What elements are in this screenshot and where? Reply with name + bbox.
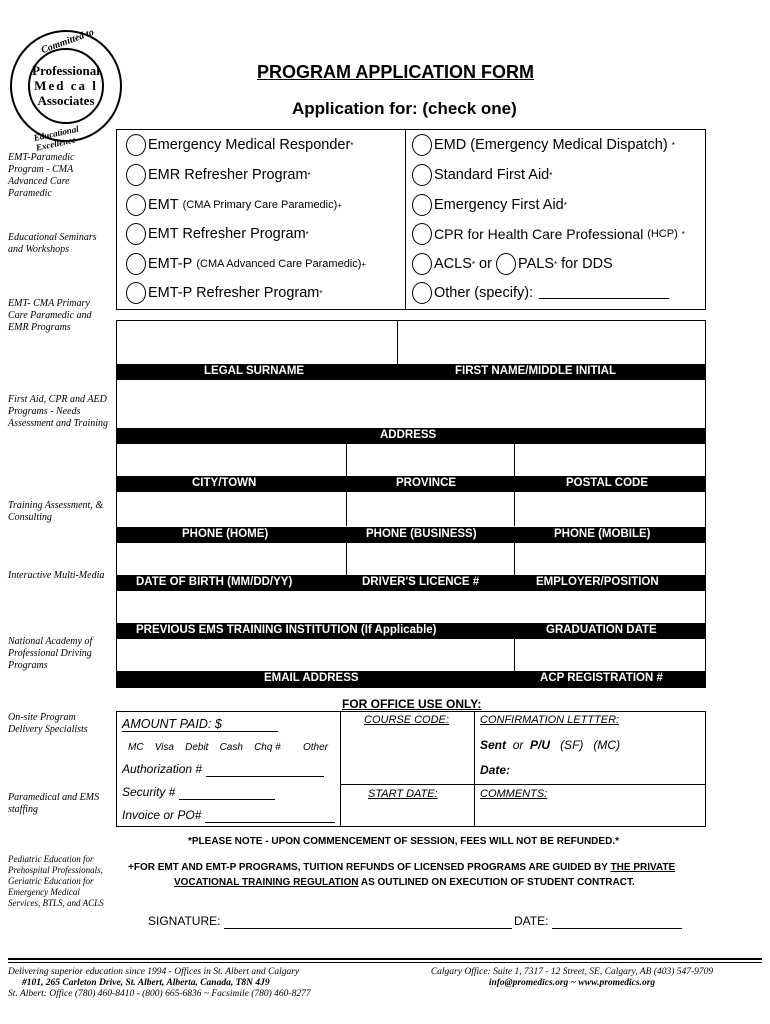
company-logo [10, 26, 122, 153]
authorization-field[interactable] [206, 762, 324, 777]
radio-circle[interactable] [496, 253, 516, 275]
radio-circle[interactable] [126, 194, 146, 216]
logo-line1: Professional [32, 63, 100, 78]
radio-circle[interactable] [126, 253, 146, 275]
email-field[interactable] [117, 640, 513, 670]
row-label-bar: LEGAL SURNAME FIRST NAME/MIDDLE INITIAL [116, 364, 706, 380]
program-option[interactable]: ACLS * or PALS * for DDS [412, 253, 613, 275]
city-field[interactable] [117, 445, 345, 475]
program-option[interactable]: Standard First Aid * [412, 164, 552, 186]
drivers-licence-field[interactable] [347, 544, 513, 574]
province-field[interactable] [347, 445, 513, 475]
sidebar-item: Interactive Multi-Media [8, 570, 105, 581]
radio-circle[interactable] [412, 194, 432, 216]
radio-circle[interactable] [126, 282, 146, 304]
address-field[interactable] [117, 381, 705, 427]
invoice-label: Invoice or PO# [122, 808, 335, 823]
sidebar-item: EMT-Paramedic Program - CMA Advanced Care Paramedic [8, 152, 75, 199]
sent-pu-line: Sent or P/U (SF) (MC) [480, 738, 621, 752]
footer-divider [8, 962, 762, 963]
program-option[interactable]: CPR for Health Care Professional (HCP) * [412, 223, 685, 245]
footer-left: Delivering superior education since 1994 - Offices in St. Albert and Calgary #101, 265 Carleton Drive, St. Albert, Alberta, Canada, T8N 4J9 St. Albert: Office (780) 460-8410 - (800) 665-6836 ~ Facsimile (780) 460-8277 [8, 967, 311, 999]
sidebar-item: Educational Seminars and Workshops [8, 232, 97, 255]
program-option[interactable]: Emergency Medical Responder * [126, 134, 353, 156]
page-subtitle: Application for: (check one) [292, 99, 517, 118]
other-specify-field[interactable] [539, 287, 669, 299]
row-label-bar: PREVIOUS EMS TRAINING INSTITUTION (If Applicable) GRADUATION DATE [116, 623, 706, 639]
program-option[interactable]: EMD (Emergency Medical Dispatch) * [412, 134, 675, 156]
logo-line3: Associates [37, 93, 95, 108]
radio-circle[interactable] [412, 223, 432, 245]
row-label-bar: ADDRESS [116, 428, 706, 444]
acp-registration-field[interactable] [515, 640, 705, 670]
program-option[interactable]: EMT Refresher Program * [126, 223, 309, 245]
phone-mobile-field[interactable] [515, 493, 705, 525]
signature-line: SIGNATURE: [148, 914, 512, 929]
phone-business-field[interactable] [347, 493, 513, 525]
sidebar-item: On-site Program Delivery Specialists [8, 712, 88, 735]
phone-home-field[interactable] [117, 493, 345, 525]
refund-note: *PLEASE NOTE - UPON COMMENCEMENT OF SESSION, FEES WILL NOT BE REFUNDED.* [188, 836, 619, 847]
program-option[interactable]: EMT (CMA Primary Care Paramedic) + [126, 194, 342, 216]
sidebar-item: Training Assessment, & Consulting [8, 500, 104, 523]
logo-line2: Med ca l [34, 78, 98, 93]
course-code-label: COURSE CODE: [364, 714, 449, 726]
security-field[interactable] [179, 785, 275, 800]
security-label: Security # [122, 785, 275, 800]
sidebar-item: EMT- CMA Primary Care Paramedic and EMR Programs [8, 298, 92, 333]
footer-right: Calgary Office: Suite 1, 7317 - 12 Street, SE, Calgary, AB (403) 547-9709 info@promedics.org ~ www.promedics.org [430, 967, 714, 988]
row-label-bar: CITY/TOWN PROVINCE POSTAL CODE [116, 476, 706, 492]
program-option[interactable]: EMT-P Refresher Program * [126, 282, 323, 304]
emt-refund-note: +FOR EMT AND EMT-P PROGRAMS, TUITION REFUNDS OF LICENSED PROGRAMS ARE GUIDED BY THE PRIVATE VOCATIONAL TRAINING REGULATION AS OUTLINED ON EXECUTION OF STUDENT CONTRACT. [128, 862, 676, 888]
radio-circle[interactable] [412, 164, 432, 186]
sidebar-item: Pediatric Education for Prehospital Professionals, Geriatric Education for Emergency Medical Services, BTLS, and ACLS [8, 854, 104, 908]
sidebar-item: First Aid, CPR and AED Programs - Needs Assessment and Training [8, 394, 109, 429]
radio-circle[interactable] [126, 134, 146, 156]
postal-code-field[interactable] [515, 445, 705, 475]
program-option[interactable]: Emergency First Aid * [412, 194, 567, 216]
row-label-bar: EMAIL ADDRESS ACP REGISTRATION # [116, 671, 706, 687]
comments-label: COMMENTS: [480, 788, 548, 800]
start-date-label: START DATE: [368, 788, 438, 800]
sidebar-item: National Academy of Professional Driving Programs [8, 636, 93, 671]
office-use-heading: FOR OFFICE USE ONLY: [342, 697, 482, 711]
employer-field[interactable] [515, 544, 705, 574]
logo-arc-top: Committed to [39, 26, 96, 57]
signature-field[interactable] [224, 914, 512, 929]
row-label-bar: DATE OF BIRTH (MM/DD/YY) DRIVER'S LICENCE # EMPLOYER/POSITION [116, 575, 706, 591]
date-field[interactable] [552, 914, 682, 929]
authorization-label: Authorization # [122, 762, 324, 777]
radio-circle[interactable] [412, 253, 432, 275]
radio-circle[interactable] [126, 164, 146, 186]
page-title: PROGRAM APPLICATION FORM [257, 62, 534, 82]
program-option[interactable]: EMT-P (CMA Advanced Care Paramedic) + [126, 253, 366, 275]
sidebar-item: Paramedical and EMS staffing [8, 792, 100, 815]
radio-circle[interactable] [126, 223, 146, 245]
logo-arc-bottom: Educational Excellence [32, 123, 80, 153]
radio-circle[interactable] [412, 134, 432, 156]
dob-field[interactable] [117, 544, 345, 574]
footer-divider [8, 958, 762, 960]
program-option[interactable]: EMR Refresher Program * [126, 164, 311, 186]
confirmation-label: CONFIRMATION LETTTER: [480, 714, 620, 726]
prev-training-field[interactable] [117, 592, 705, 622]
date-label: Date: [480, 763, 511, 777]
radio-circle[interactable] [412, 282, 432, 304]
row-label-bar: PHONE (HOME) PHONE (BUSINESS) PHONE (MOBILE) [116, 527, 706, 543]
payment-methods: MC Visa Debit Cash Chq # Other [128, 742, 328, 753]
program-option[interactable]: Other (specify): [412, 282, 669, 304]
amount-paid-label: AMOUNT PAID: $ [122, 717, 278, 732]
first-name-field[interactable] [398, 321, 705, 363]
legal-surname-field[interactable] [117, 321, 396, 363]
date-line: DATE: [514, 914, 682, 929]
invoice-field[interactable] [205, 808, 335, 823]
